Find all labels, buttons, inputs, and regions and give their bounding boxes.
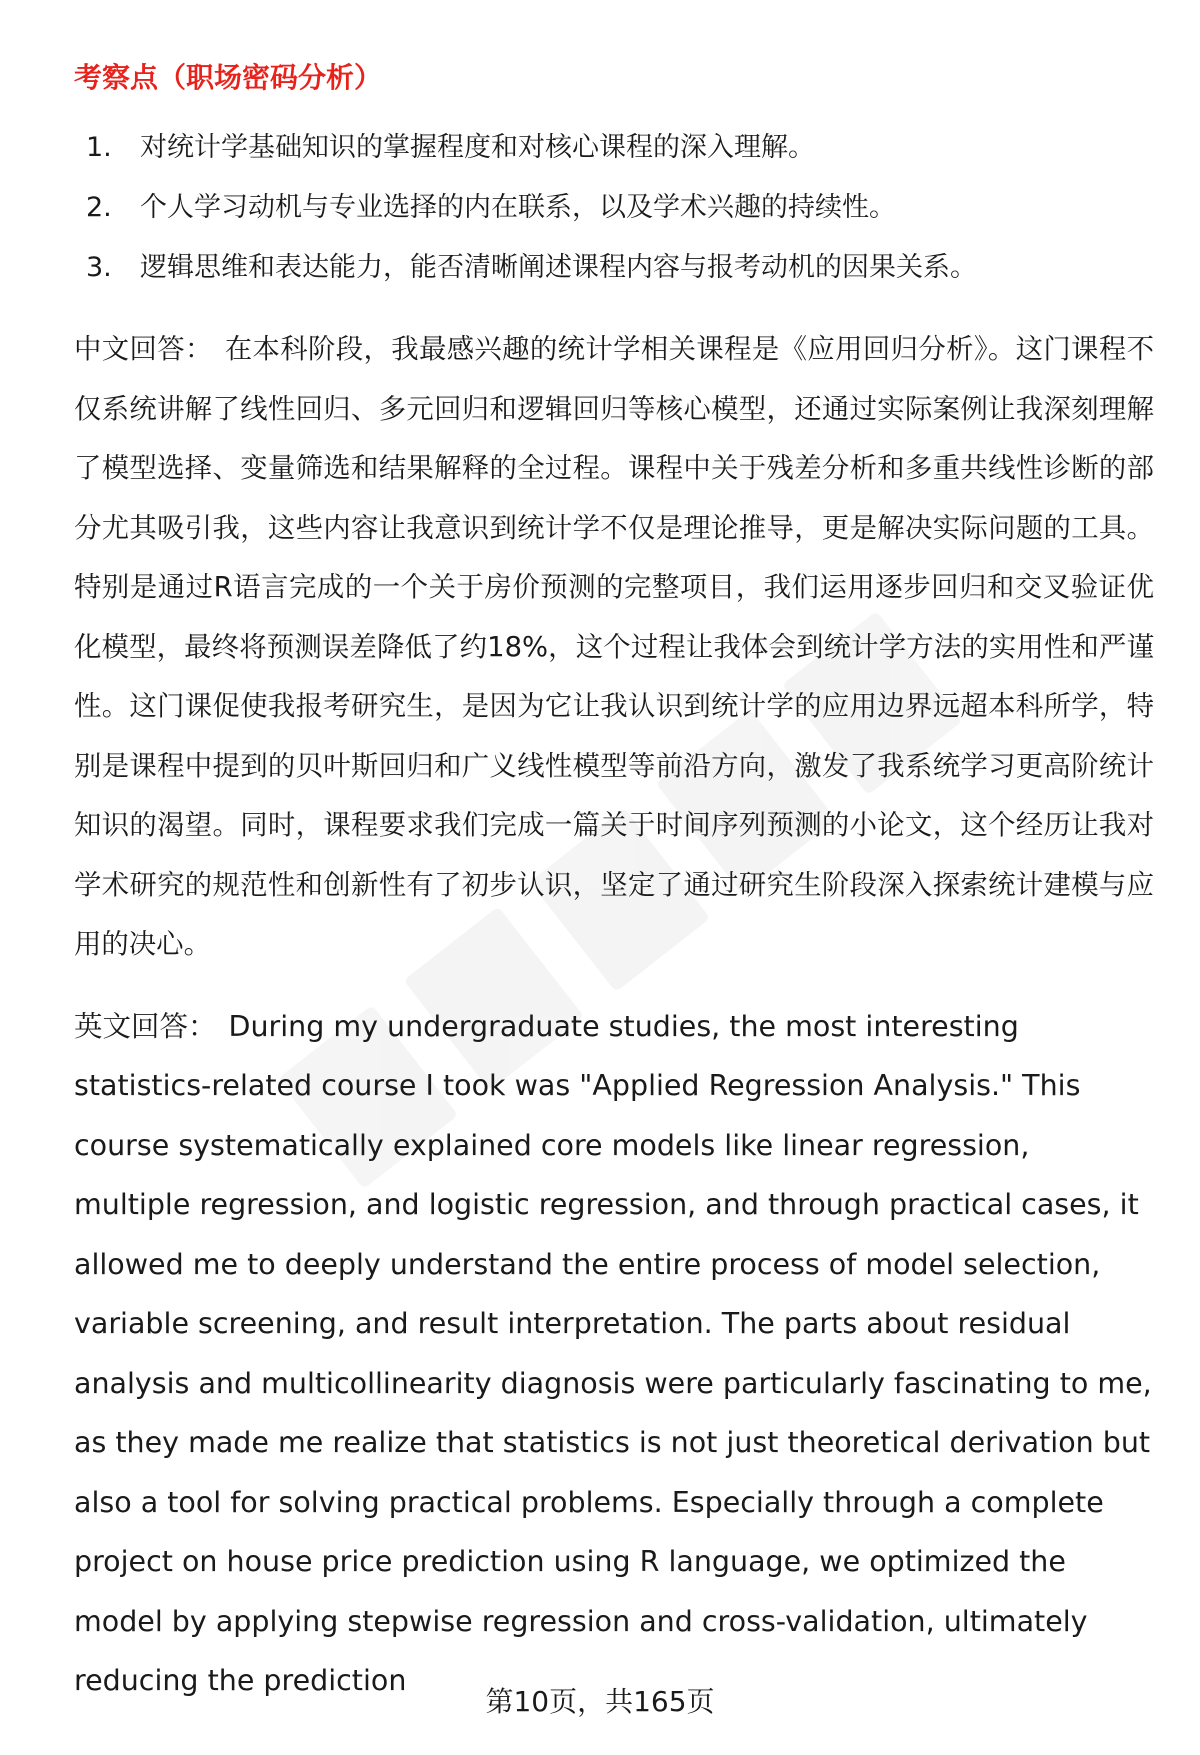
list-item-text: 个人学习动机与专业选择的内在联系，以及学术兴趣的持续性。 [140, 192, 896, 223]
list-item [74, 178, 1154, 238]
english-answer-text: During my undergraduate studies, the most interesting statistics-related course I took was "Applied Regression Analysis." This course systematically explained core models like linear regression, multiple regression, and logistic regression, and through practical cases, it allowed me to deeply understand the entire process of model selection, variable screening, and result interpretation. The parts about residual analysis and multicollinearity diagnosis were particularly fascinating to me, as they made me realize that statistics is not just theoretical derivation but also a tool for solving practical problems. Especially through a complete project on house price prediction using R language, we optimized the model by applying stepwise regression and cross-validation, ultimately reducing the prediction [74, 1009, 1152, 1697]
list-item-number: 3. [86, 252, 112, 283]
chinese-answer [74, 320, 1154, 975]
chinese-answer-text: 在本科阶段，我最感兴趣的统计学相关课程是《应用回归分析》。这门课程不仅系统讲解了线性回归、多元回归和逻辑回归等核心模型，还通过实际案例让我深刻理解了模型选择、变量筛选和结果解释的全过程。课程中关于残差分析和多重共线性诊断的部分尤其吸引我，这些内容让我意识到统计学不仅是理论推导，更是解决实际问题的工具。特别是通过R语言完成的一个关于房价预测的完整项目，我们运用逐步回归和交叉验证优化模型，最终将预测误差降低了约18%，这个过程让我体会到统计学方法的实用性和严谨性。这门课促使我报考研究生，是因为它让我认识到统计学的应用边界远超本科所学，特别是课程中提到的贝叶斯回归和广义线性模型等前沿方向，激发了我系统学习更高阶统计知识的渴望。同时，课程要求我们完成一篇关于时间序列预测的小论文，这个经历让我对学术研究的规范性和创新性有了初步认识，坚定了通过研究生阶段深入探索统计建模与应用的决心。 [74, 334, 1154, 960]
section-title: 考察点（职场密码分析） [74, 61, 383, 94]
page-number: 第10页，共165页 [485, 1685, 715, 1718]
list-item-number: 1. [86, 132, 112, 163]
list-item [74, 118, 1154, 178]
english-answer [74, 997, 1154, 1711]
list-item-number: 2. [86, 192, 112, 223]
list-item-text: 对统计学基础知识的掌握程度和对核心课程的深入理解。 [140, 132, 815, 163]
chinese-answer-label: 中文回答： [74, 334, 213, 365]
english-answer-label: 英文回答： [74, 1009, 217, 1043]
list-item-text: 逻辑思维和表达能力，能否清晰阐述课程内容与报考动机的因果关系。 [140, 252, 977, 283]
page-content [74, 58, 1154, 1733]
assessment-points [74, 118, 1154, 298]
list-item [74, 238, 1154, 298]
